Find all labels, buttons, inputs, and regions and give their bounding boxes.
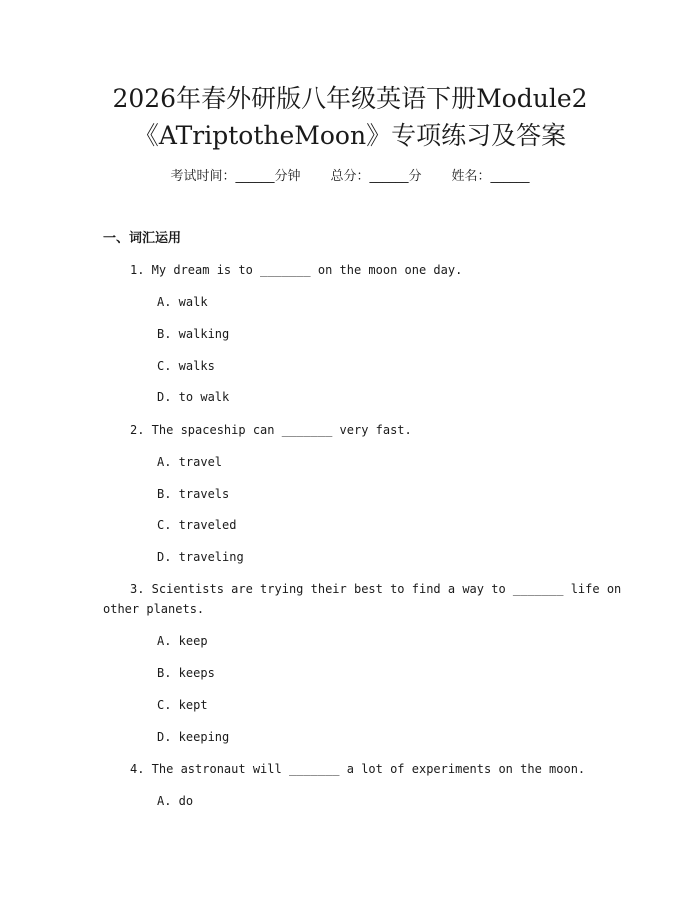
question-2-option-d: D. traveling (157, 550, 244, 564)
question-1-option-b: B. walking (157, 327, 230, 341)
question-2-option-b: B. travels (157, 487, 230, 501)
question-3-option-b: B. keeps (157, 666, 215, 680)
question-3-option-a: A. keep (157, 634, 208, 648)
section-heading: 一、词汇运用 (103, 231, 182, 246)
exam-info (0, 168, 700, 186)
question-4-option-a: A. do (157, 794, 194, 808)
exam-score-field: 总分：______分 (330, 169, 422, 184)
question-2-option-a: A. travel (157, 455, 223, 469)
question-1-stem: 1. My dream is to _______ on the moon one day. (130, 263, 463, 277)
question-3-stem: 3. Scientists are trying their best to find a way to _______ life on (130, 582, 622, 596)
exam-time-field: 考试时间：______分钟 (170, 169, 301, 184)
question-3-option-d: D. keeping (157, 730, 230, 744)
question-2-stem: 2. The spaceship can _______ very fast. (130, 423, 412, 437)
question-2-option-c: C. traveled (157, 518, 237, 532)
document-title-line-2: 《ATriptotheMoon》专项练习及答案 (133, 121, 567, 150)
document-title-line-1: 2026年春外研版八年级英语下册Module2 (112, 84, 588, 113)
question-4-stem: 4. The astronaut will _______ a lot of experiments on the moon. (130, 762, 586, 776)
question-1-option-a: A. walk (157, 295, 208, 309)
question-1-option-d: D. to walk (157, 390, 230, 404)
exam-name-field: 姓名：______ (451, 169, 530, 184)
question-3-stem-continued: other planets. (103, 602, 205, 616)
question-1-option-c: C. walks (157, 359, 215, 373)
question-3-option-c: C. kept (157, 698, 208, 712)
